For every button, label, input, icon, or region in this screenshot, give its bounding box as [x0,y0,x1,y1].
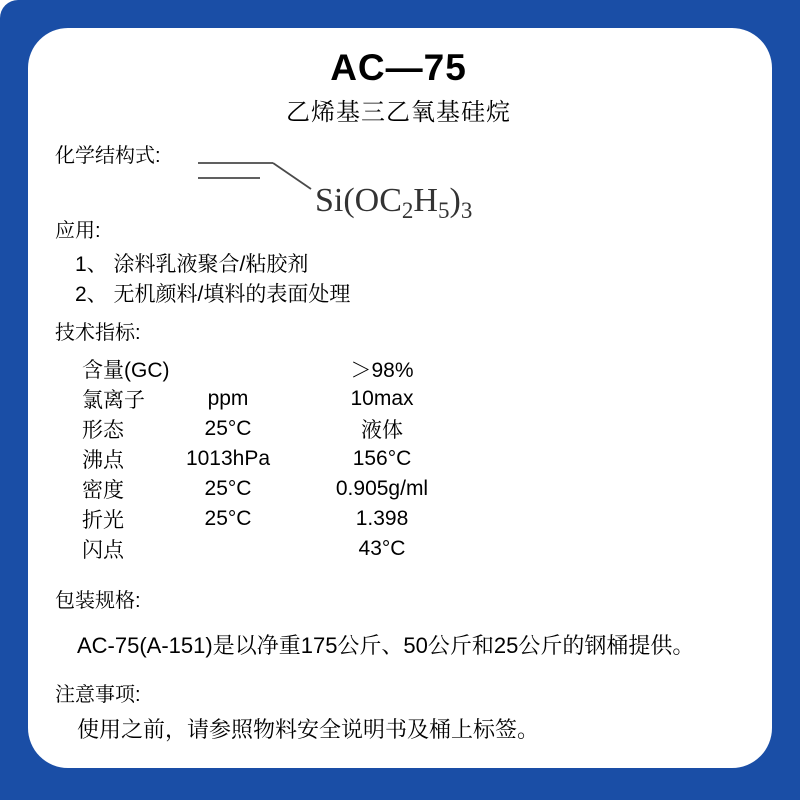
chemical-structure-diagram [193,153,513,223]
bond-to-silicon-line [273,163,311,189]
spec-condition: 1013hPa [185,447,271,470]
spec-condition: 25°C [204,477,252,500]
application-item: 2、 无机颜料/填料的表面处理 [75,283,351,306]
structure-label: 化学结构式: [55,145,161,167]
notice-text: 使用之前，请参照物料安全说明书及桶上标签。 [77,717,540,742]
spec-row [82,534,742,564]
chemical-structure-section [55,142,742,223]
spec-name: 氯离子 [82,389,145,412]
notice-label: 注意事项: [55,684,141,706]
spec-value: 0.905g/ml [335,477,429,500]
spec-condition: 25°C [204,507,252,530]
product-title: AC—75 [330,47,467,88]
spec-row [82,504,742,534]
spec-row [82,444,742,474]
silicon-formula-text: $Si(OC_2H_5)_3$ [315,182,473,223]
spec-name: 沸点 [82,449,124,472]
application-item: 1、 涂料乳液聚合/粘胶剂 [75,253,309,276]
spec-row [82,474,742,504]
spec-value: 10max [350,387,414,410]
packaging-text: AC-75(A-151)是以净重175公斤、50公斤和25公斤的钢桶提供。 [77,633,695,658]
spec-value: 43°C [358,537,406,560]
spec-name: 含量(GC) [82,359,170,382]
product-subtitle: 乙烯基三乙氧基硅烷 [286,99,511,126]
spec-value: 液体 [361,419,403,442]
spec-row [82,384,742,414]
packaging-label: 包装规格: [55,590,141,612]
spec-name: 闪点 [82,539,124,562]
spec-value: 156°C [352,447,412,470]
spec-name: 密度 [82,479,124,502]
spec-row [82,354,742,384]
spec-row [82,414,742,444]
specs-label: 技术指标: [55,322,141,344]
spec-name: 折光 [82,509,124,532]
specs-table [82,354,742,564]
application-label: 应用: [55,220,101,242]
spec-value: ＞98% [350,359,414,382]
spec-value: 1.398 [355,507,409,530]
product-card [28,28,772,768]
spec-condition: ppm [207,387,249,410]
spec-name: 形态 [82,419,124,442]
spec-condition: 25°C [204,417,252,440]
application-list [75,250,742,310]
